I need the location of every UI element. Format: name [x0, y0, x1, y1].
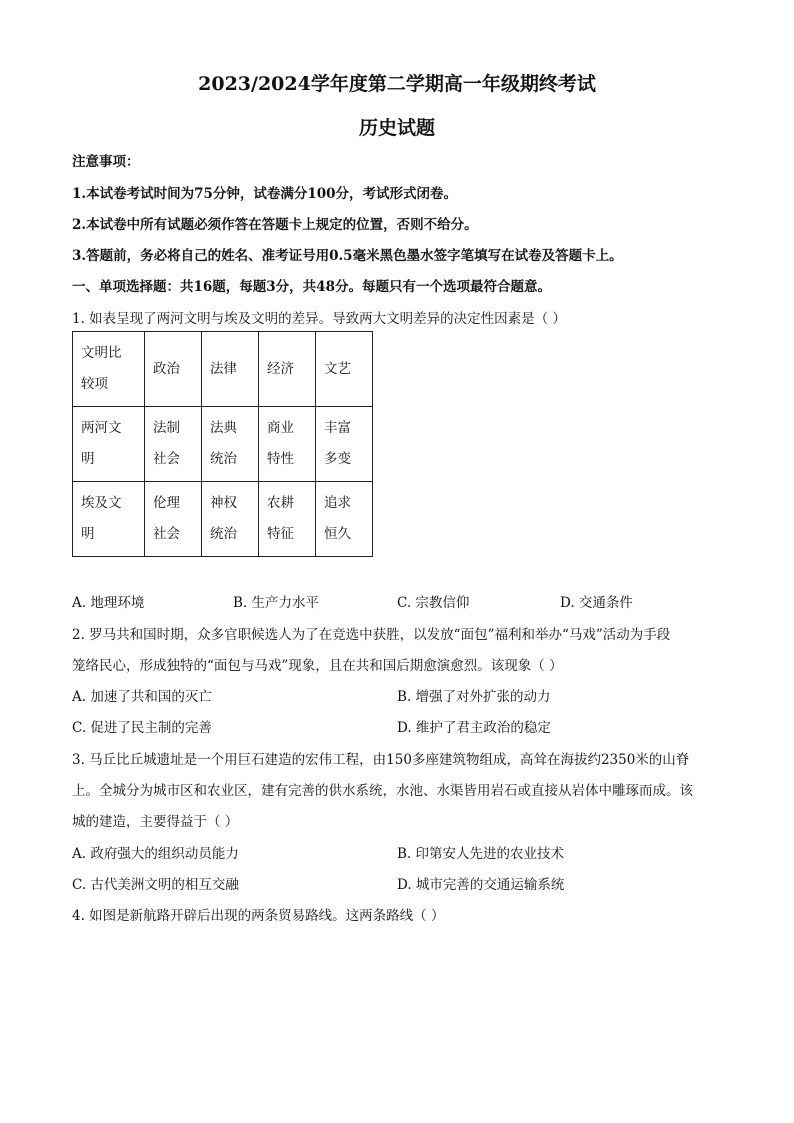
cell-text: 法典 [210, 420, 237, 436]
q2-option-d: D. 维护了君主政治的稳定 [397, 720, 551, 736]
notice-item: 1.本试卷考试时间为75分钟，试卷满分100分，考试形式闭卷。 [72, 186, 458, 202]
table-header-cell [73, 332, 145, 407]
cell-text: 追求 [324, 495, 351, 511]
cell-text: 社会 [153, 526, 180, 542]
comparison-table [72, 331, 373, 557]
question-1-stem: 1. 如表呈现了两河文明与埃及文明的差异。导致两大文明差异的决定性因素是（ ） [72, 311, 566, 327]
cell-text: 丰富 [324, 420, 351, 436]
table-cell [145, 407, 202, 482]
cell-text: 埃及文 [81, 495, 122, 511]
q1-option-c: C. 宗教信仰 [397, 595, 470, 611]
table-header-cell: 文艺 [316, 332, 373, 407]
table-cell [316, 407, 373, 482]
q3-option-d: D. 城市完善的交通运输系统 [397, 877, 565, 893]
table-header-cell: 政治 [145, 332, 202, 407]
cell-text: 统治 [210, 451, 237, 467]
section-heading: 一、单项选择题：共16题，每题3分，共48分。每题只有一个选项最符合题意。 [72, 279, 551, 295]
table-cell [316, 482, 373, 557]
cell-text: 商业 [267, 420, 294, 436]
table-cell [259, 482, 316, 557]
table-cell [202, 482, 259, 557]
table-cell [73, 482, 145, 557]
question-4-stem: 4. 如图是新航路开辟后出现的两条贸易路线。这两条路线（ ） [72, 908, 445, 924]
cell-text: 社会 [153, 451, 180, 467]
cell-text: 神权 [210, 495, 237, 511]
question-2-stem: 2. 罗马共和国时期，众多官职候选人为了在竞选中获胜，以发放“面包”福利和举办“马戏”活动为手段 [72, 627, 671, 643]
cell-text: 恒久 [324, 526, 351, 542]
cell-text: 伦理 [153, 495, 180, 511]
table-cell [259, 407, 316, 482]
q1-option-d: D. 交通条件 [560, 595, 633, 611]
notice-item: 3.答题前，务必将自己的姓名、准考证号用0.5毫米黑色墨水签字笔填写在试卷及答题卡上。 [72, 248, 623, 264]
q3-option-a: A. 政府强大的组织动员能力 [72, 846, 239, 862]
cell-text: 农耕 [267, 495, 294, 511]
question-2-stem: 笼络民心，形成独特的“面包与马戏”现象，且在共和国后期愈演愈烈。该现象（ ） [72, 658, 563, 674]
notice-item: 2.本试卷中所有试题必须作答在答题卡上规定的位置，否则不给分。 [72, 217, 478, 233]
table-header-row [73, 332, 373, 407]
q1-option-b: B. 生产力水平 [233, 595, 320, 611]
q3-option-b: B. 印第安人先进的农业技术 [397, 846, 565, 862]
exam-title: 2023/2024学年度第二学期高一年级期终考试 [198, 73, 596, 95]
cell-text: 明 [81, 526, 95, 542]
cell-text: 较项 [81, 376, 108, 392]
cell-text: 统治 [210, 526, 237, 542]
cell-text: 两河文 [81, 420, 122, 436]
question-3-stem: 3. 马丘比丘城遗址是一个用巨石建造的宏伟工程，由150多座建筑物组成，高耸在海拔约2350米的山脊 [72, 752, 690, 768]
cell-text: 多变 [324, 451, 351, 467]
table-row [73, 482, 373, 557]
table-header-cell: 经济 [259, 332, 316, 407]
cell-text: 明 [81, 451, 95, 467]
q2-option-c: C. 促进了民主制的完善 [72, 720, 212, 736]
question-3-stem: 城的建造，主要得益于（ ） [72, 814, 239, 830]
cell-text: 文明比 [81, 345, 122, 361]
question-3-stem: 上。全城分为城市区和农业区，建有完善的供水系统，水池、水渠皆用岩石或直接从岩体中雕琢而成。该 [72, 783, 693, 799]
table-cell [145, 482, 202, 557]
cell-text: 特征 [267, 526, 294, 542]
notice-heading: 注意事项： [72, 154, 140, 170]
table-cell [73, 407, 145, 482]
table-header-cell: 法律 [202, 332, 259, 407]
cell-text: 法制 [153, 420, 180, 436]
q1-option-a: A. 地理环境 [72, 595, 145, 611]
q2-option-a: A. 加速了共和国的灭亡 [72, 689, 212, 705]
exam-subject: 历史试题 [358, 117, 435, 139]
table-row [73, 407, 373, 482]
q2-option-b: B. 增强了对外扩张的动力 [397, 689, 551, 705]
q3-option-c: C. 古代美洲文明的相互交融 [72, 877, 239, 893]
cell-text: 特性 [267, 451, 294, 467]
table-cell [202, 407, 259, 482]
